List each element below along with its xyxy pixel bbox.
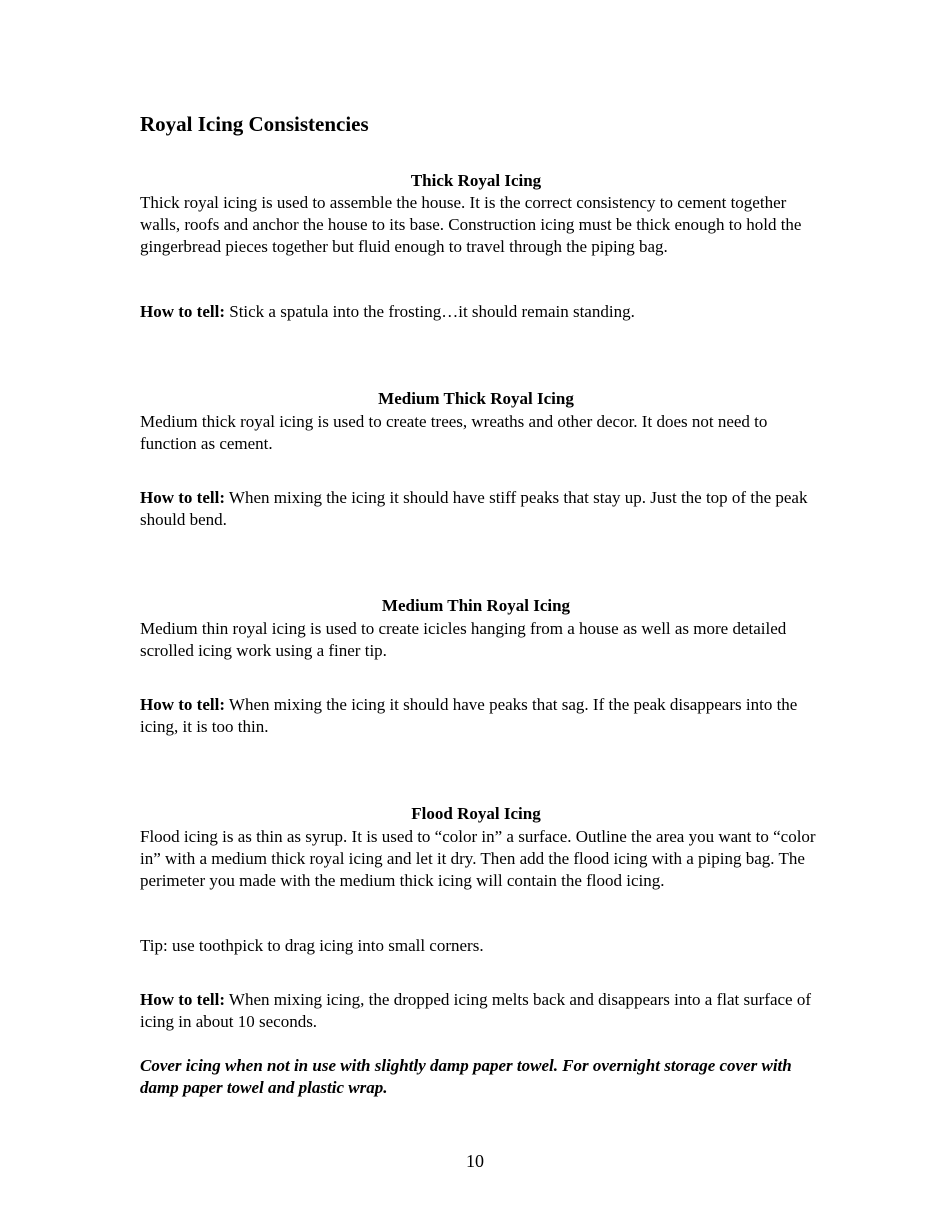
- section-heading-thick: Thick Royal Icing: [410, 171, 542, 190]
- how-to-tell-thick: [140, 301, 820, 323]
- section-description-medium-thin: Medium thin royal icing is used to create icicles hanging from a house as well as more detailed scrolled icing work using a finer tip.: [140, 619, 787, 660]
- how-to-tell-text: When mixing icing, the dropped icing melts back and disappears into a flat surface of icing in about 10 seconds.: [140, 990, 811, 1031]
- section-description-thick: Thick royal icing is used to assemble the house. It is the correct consistency to cement together walls, roofs and anchor the house to its base. Construction icing must be thick enough to hold the gingerbread pieces together but fluid enough to travel through the piping bag.: [140, 193, 802, 256]
- how-to-tell-medium-thick: [140, 487, 820, 531]
- page-title: Royal Icing Consistencies: [140, 112, 369, 136]
- section-tip-flood: Tip: use toothpick to drag icing into small corners.: [140, 936, 484, 955]
- how-to-tell-text: When mixing the icing it should have peaks that sag. If the peak disappears into the icing, it is too thin.: [140, 695, 798, 736]
- section-heading-medium-thick: Medium Thick Royal Icing: [378, 389, 574, 408]
- how-to-tell-label: How to tell:: [140, 302, 225, 321]
- storage-note: Cover icing when not in use with slightly damp paper towel. For overnight storage cover with damp paper towel and plastic wrap.: [140, 1056, 792, 1097]
- section-heading-flood: Flood Royal Icing: [411, 804, 541, 823]
- how-to-tell-label: How to tell:: [140, 488, 225, 507]
- how-to-tell-text: When mixing the icing it should have stiff peaks that stay up. Just the top of the peak should bend.: [140, 488, 808, 529]
- how-to-tell-label: How to tell:: [140, 990, 225, 1009]
- page-number: 10: [466, 1151, 484, 1171]
- how-to-tell-label: How to tell:: [140, 695, 225, 714]
- section-description-medium-thick: Medium thick royal icing is used to create trees, wreaths and other decor. It does not need to function as cement.: [140, 412, 768, 453]
- how-to-tell-medium-thin: [140, 694, 820, 738]
- how-to-tell-flood: [140, 989, 820, 1033]
- how-to-tell-text: Stick a spatula into the frosting…it should remain standing.: [224, 302, 635, 321]
- section-description-flood: Flood icing is as thin as syrup. It is used to “color in” a surface. Outline the area you want to “color in” with a medium thick royal icing and let it dry. Then add the flood icing with a piping bag. The perimeter you made with the medium thick icing will contain the flood icing.: [140, 827, 816, 890]
- section-heading-medium-thin: Medium Thin Royal Icing: [381, 596, 571, 615]
